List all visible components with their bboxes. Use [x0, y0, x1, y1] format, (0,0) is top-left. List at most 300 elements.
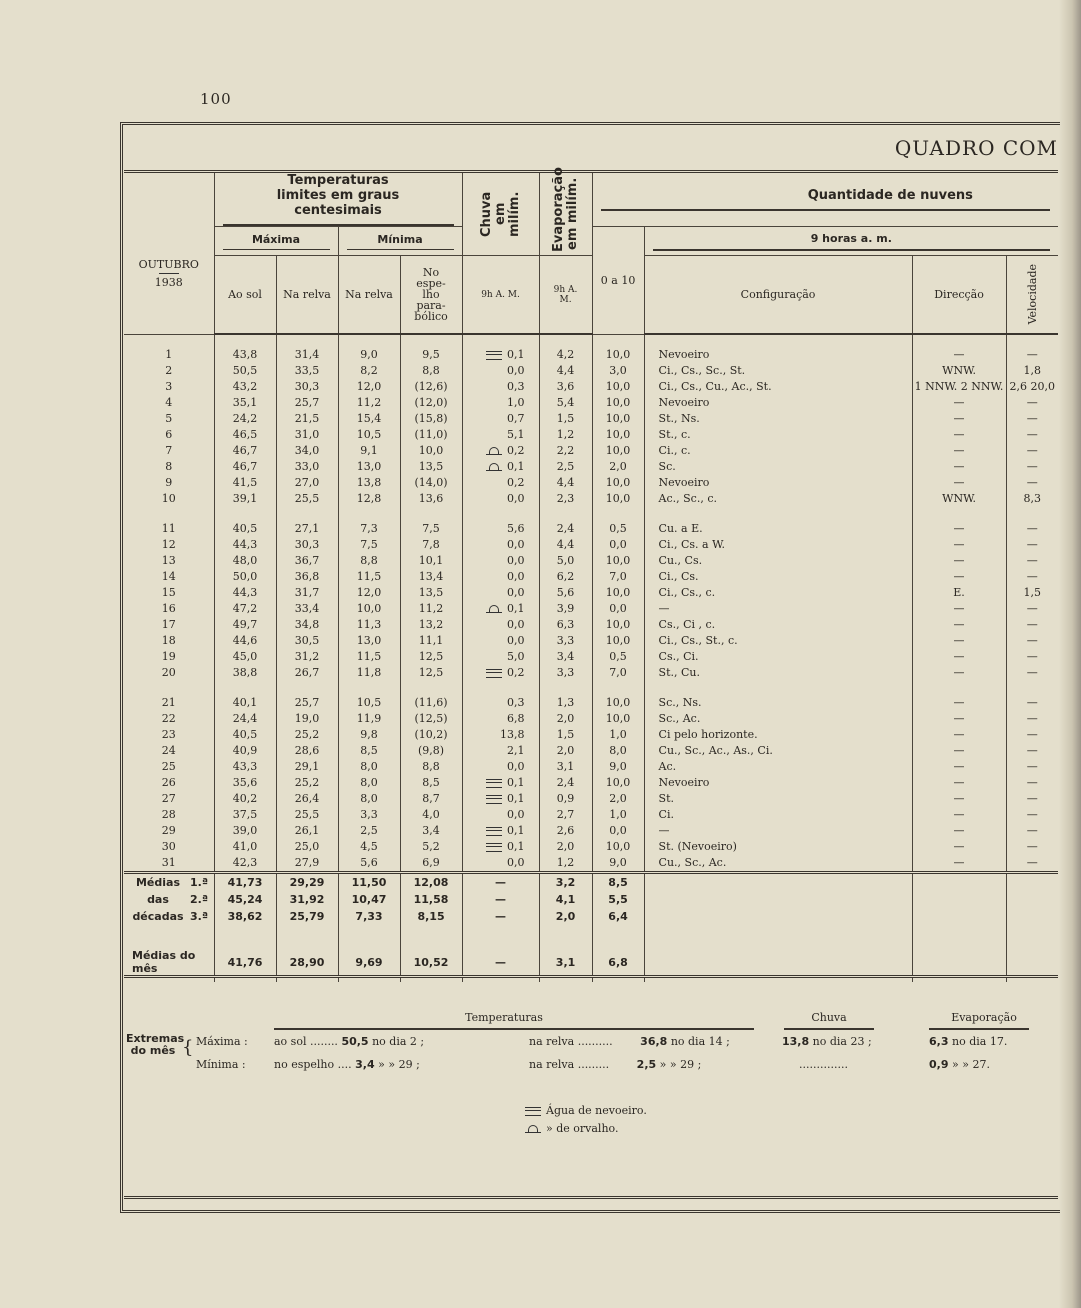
relva-max-cell: 25,7 — [276, 395, 338, 411]
col-na-relva-min — [338, 256, 400, 335]
table-row — [124, 379, 1058, 395]
espelho-cell: 13,4 — [400, 569, 462, 585]
decade-mean-rmax: 25,79 — [276, 908, 338, 925]
espelho-cell: (14,0) — [400, 475, 462, 491]
relva-max-cell: 34,8 — [276, 617, 338, 633]
nebulosity-cell: 10,0 — [592, 427, 644, 443]
direction-cell: — — [912, 553, 1006, 569]
table-row — [124, 727, 1058, 743]
ao-sol-cell: 46,7 — [214, 459, 276, 475]
relva-max-cell: 33,5 — [276, 363, 338, 379]
rain-cell — [462, 585, 539, 601]
rain-value: 0,0 — [507, 570, 525, 583]
direccao-label: Direcção — [934, 288, 984, 301]
table-row — [124, 569, 1058, 585]
velocidade-label: Velocidade — [1025, 264, 1039, 325]
decade-number: 2.ª — [190, 893, 209, 906]
ext-max-relva-val: 36,8 — [640, 1035, 668, 1048]
velocity-cell: — — [1026, 808, 1038, 821]
ao-sol-cell: 40,5 — [214, 521, 276, 537]
extremes-brace: { — [182, 1037, 194, 1058]
empty-cell — [912, 891, 1006, 908]
month-mean-rmax: 28,90 — [276, 949, 338, 977]
nebulosity-cell: 10,0 — [592, 347, 644, 363]
ao-sol-cell: 46,7 — [214, 443, 276, 459]
relva-min-cell: 11,8 — [338, 665, 400, 681]
ext-max-relva-day: no dia 14 ; — [670, 1035, 730, 1048]
table-row — [124, 601, 1058, 617]
direction-cell: — — [912, 711, 1006, 727]
evap-cell: 2,7 — [539, 807, 592, 823]
month-label: OUTUBRO — [138, 257, 199, 271]
table-row — [124, 665, 1058, 681]
ext-evap-max-day: no dia 17. — [952, 1035, 1008, 1048]
espelho-cell: 8,8 — [400, 759, 462, 775]
table-row — [124, 791, 1058, 807]
col-rain-hour — [462, 256, 539, 335]
empty-cell — [1006, 873, 1058, 892]
ext-min-esp — [274, 1058, 420, 1071]
table-row — [124, 649, 1058, 665]
empty-cell — [1006, 949, 1058, 977]
relva-min-cell: 8,2 — [338, 363, 400, 379]
nebulosity-cell: 10,0 — [592, 585, 644, 601]
velocity-cell: — — [1026, 570, 1038, 583]
configuration-cell: Ci., Cs. — [644, 569, 912, 585]
evap-cell: 5,0 — [539, 553, 592, 569]
nebulosity-cell: 10,0 — [592, 617, 644, 633]
weather-table — [124, 167, 1058, 982]
evap-cell: 4,4 — [539, 475, 592, 491]
empty-cell — [912, 949, 1006, 977]
espelho-cell: 8,5 — [400, 775, 462, 791]
day-cell: 25 — [124, 759, 214, 775]
configuration-cell: Cs., Ci. — [644, 649, 912, 665]
configuration-cell: Cu., Cs. — [644, 553, 912, 569]
espelho-cell: 11,1 — [400, 633, 462, 649]
direction-cell: — — [912, 475, 1006, 491]
velocity-cell: — — [1026, 476, 1038, 489]
ao-sol-cell: 35,6 — [214, 775, 276, 791]
decade-mean-sol: 41,73 — [214, 873, 276, 892]
month-mean-neb: 6,8 — [592, 949, 644, 977]
direction-cell: — — [912, 617, 1006, 633]
evap-cell: 1,5 — [539, 411, 592, 427]
espelho-cell: 7,5 — [400, 521, 462, 537]
direction-cell: — — [912, 665, 1006, 681]
evap-cell: 3,9 — [539, 601, 592, 617]
table-row — [124, 585, 1058, 601]
rain-value: 0,1 — [507, 776, 525, 789]
configuration-cell: St. — [644, 791, 912, 807]
day-cell: 2 — [124, 363, 214, 379]
table-row — [124, 537, 1058, 553]
day-cell: 9 — [124, 475, 214, 491]
rain-cell — [462, 633, 539, 649]
month-mean-label: Médias do mês — [124, 949, 214, 977]
relva-min-cell: 11,5 — [338, 649, 400, 665]
velocity-cell: — — [1026, 824, 1038, 837]
configuracao-label: Configuração — [740, 288, 816, 301]
direction-cell: — — [912, 855, 1006, 873]
espelho-cell: 9,5 — [400, 347, 462, 363]
spacer-row — [124, 681, 1058, 695]
nebulosity-cell: 2,0 — [592, 791, 644, 807]
decade-mean-rmax: 29,29 — [276, 873, 338, 892]
direction-cell: — — [912, 569, 1006, 585]
decade-mean-neb: 6,4 — [592, 908, 644, 925]
espelho-cell: 6,9 — [400, 855, 462, 873]
clouds-group-title: Quantidade de nuvens — [807, 188, 973, 203]
col-no-espelho — [400, 256, 462, 335]
evap-hour-label: 9h A. M. — [553, 284, 578, 305]
table-row — [124, 711, 1058, 727]
nebulosity-cell: 0,0 — [592, 823, 644, 839]
means-label-text: décadas — [132, 910, 184, 923]
relva-max-cell: 28,6 — [276, 743, 338, 759]
empty-cell — [1006, 908, 1058, 925]
spacer-row — [124, 977, 1058, 983]
decade-mean-rmin: 11,50 — [338, 873, 400, 892]
ext-evap-max-val: 6,3 — [929, 1035, 949, 1048]
ext-min-esp-label: no espelho .... — [274, 1058, 352, 1071]
evap-cell: 2,2 — [539, 443, 592, 459]
decade-mean-sol: 45,24 — [214, 891, 276, 908]
table-row — [124, 855, 1058, 873]
relva-min-cell: 8,0 — [338, 775, 400, 791]
empty-cell — [644, 891, 912, 908]
relva-max-cell: 27,1 — [276, 521, 338, 537]
minima-label: Mínima — [377, 232, 423, 246]
velocity-cell: — — [1026, 348, 1038, 361]
ext-minima-label: Mínima : — [196, 1058, 246, 1071]
nebulosity-cell: 10,0 — [592, 775, 644, 791]
hours-am-brace — [653, 249, 1051, 251]
table-row — [124, 695, 1058, 711]
day-cell: 23 — [124, 727, 214, 743]
decade-mean-rain: — — [462, 908, 539, 925]
direction-cell: — — [912, 633, 1006, 649]
relva-max-cell: 26,1 — [276, 823, 338, 839]
relva-min-cell: 3,3 — [338, 807, 400, 823]
direction-cell: — — [912, 521, 1006, 537]
nebulosity-cell: 1,0 — [592, 807, 644, 823]
table-row — [124, 743, 1058, 759]
ext-min-relva-label: na relva ......... — [529, 1058, 610, 1071]
rain-cell — [462, 411, 539, 427]
table-row — [124, 411, 1058, 427]
nebulosity-cell: 10,0 — [592, 711, 644, 727]
evap-cell: 2,0 — [539, 839, 592, 855]
rain-value: 6,8 — [507, 712, 525, 725]
nebulosity-cell: 9,0 — [592, 759, 644, 775]
ao-sol-cell: 47,2 — [214, 601, 276, 617]
table-row — [124, 443, 1058, 459]
ao-sol-cell: 49,7 — [214, 617, 276, 633]
maxima-label: Máxima — [251, 232, 301, 246]
nebulosity-cell: 9,0 — [592, 855, 644, 873]
decade-mean-neb: 5,5 — [592, 891, 644, 908]
evap-cell: 1,2 — [539, 855, 592, 873]
espelho-cell: 7,8 — [400, 537, 462, 553]
espelho-cell: 11,2 — [400, 601, 462, 617]
rain-value: 0,0 — [507, 586, 525, 599]
table-row — [124, 459, 1058, 475]
configuration-cell: Cu. a E. — [644, 521, 912, 537]
table-row — [124, 759, 1058, 775]
ext-max-sol — [274, 1035, 424, 1048]
rain-hour-label: 9h A. M. — [481, 289, 520, 300]
empty-cell — [912, 908, 1006, 925]
evap-cell: 5,6 — [539, 585, 592, 601]
hours-am-header — [644, 227, 1058, 256]
velocity-cell: — — [1026, 634, 1038, 647]
rain-cell — [462, 443, 539, 459]
na-relva-max-label: Na relva — [283, 288, 331, 301]
nebulosity-cell: 10,0 — [592, 633, 644, 649]
espelho-cell: 13,5 — [400, 585, 462, 601]
direction-cell: — — [912, 443, 1006, 459]
direction-cell: WNW. — [912, 491, 1006, 507]
velocity-cell: — — [1026, 538, 1038, 551]
col-velocidade — [1006, 256, 1058, 335]
ao-sol-label: Ao sol — [228, 288, 262, 301]
maxima-brace — [223, 249, 330, 250]
page-edge — [1059, 0, 1081, 1308]
configuration-cell: St., c. — [644, 427, 912, 443]
day-cell: 4 — [124, 395, 214, 411]
velocity-cell: — — [1026, 554, 1038, 567]
relva-min-cell: 11,3 — [338, 617, 400, 633]
col-evap-hour — [539, 256, 592, 335]
relva-min-cell: 2,5 — [338, 823, 400, 839]
relva-min-cell: 11,5 — [338, 569, 400, 585]
ao-sol-cell: 43,2 — [214, 379, 276, 395]
table-row — [124, 807, 1058, 823]
dew-water-icon — [525, 1125, 541, 1133]
direction-cell: — — [912, 695, 1006, 711]
evap-cell: 2,5 — [539, 459, 592, 475]
temps-group-title: Temperaturas limites em graus centesimais — [276, 173, 400, 218]
rain-cell — [462, 743, 539, 759]
ext-max-relva-label: na relva .......... — [529, 1035, 613, 1048]
rain-value: 0,0 — [507, 364, 525, 377]
nebulosity-cell: 10,0 — [592, 475, 644, 491]
relva-max-cell: 25,5 — [276, 491, 338, 507]
ao-sol-cell: 40,5 — [214, 727, 276, 743]
configuration-cell: Sc., Ac. — [644, 711, 912, 727]
col-ao-sol — [214, 256, 276, 335]
na-relva-min-label: Na relva — [345, 288, 393, 301]
velocity-cell: — — [1026, 792, 1038, 805]
relva-min-cell: 8,5 — [338, 743, 400, 759]
relva-min-cell: 7,5 — [338, 537, 400, 553]
ext-max-sol-day: no dia 2 ; — [372, 1035, 425, 1048]
relva-min-cell: 13,0 — [338, 459, 400, 475]
ao-sol-cell: 44,3 — [214, 537, 276, 553]
table-row — [124, 395, 1058, 411]
maxima-header — [214, 227, 338, 256]
direction-cell: — — [912, 427, 1006, 443]
ext-max-relva — [529, 1035, 730, 1048]
month-divider — [159, 273, 179, 274]
relva-max-cell: 30,3 — [276, 537, 338, 553]
ext-chuva-min: .............. — [799, 1058, 848, 1071]
espelho-cell: 10,1 — [400, 553, 462, 569]
nebulosity-cell: 10,0 — [592, 839, 644, 855]
espelho-cell: 8,8 — [400, 363, 462, 379]
evap-cell: 1,2 — [539, 427, 592, 443]
direction-cell: E. — [912, 585, 1006, 601]
ao-sol-cell: 41,0 — [214, 839, 276, 855]
relva-min-cell: 11,9 — [338, 711, 400, 727]
rain-cell — [462, 459, 539, 475]
nebulosity-cell: 10,0 — [592, 395, 644, 411]
ao-sol-cell: 46,5 — [214, 427, 276, 443]
decade-mean-rain: — — [462, 891, 539, 908]
minima-brace — [347, 249, 454, 250]
espelho-cell: 5,2 — [400, 839, 462, 855]
espelho-cell: 12,5 — [400, 665, 462, 681]
nebulosity-cell: 0,0 — [592, 601, 644, 617]
ao-sol-cell: 44,3 — [214, 585, 276, 601]
configuration-cell: Nevoeiro — [644, 775, 912, 791]
espelho-cell: (12,5) — [400, 711, 462, 727]
espelho-cell: 10,0 — [400, 443, 462, 459]
rain-value: 0,0 — [507, 554, 525, 567]
evap-cell: 3,3 — [539, 665, 592, 681]
legend-fog-text: Água de nevoeiro. — [546, 1104, 647, 1117]
rain-cell — [462, 649, 539, 665]
direction-cell: — — [912, 807, 1006, 823]
rain-value: 5,1 — [507, 428, 525, 441]
ext-evap-brace — [929, 1028, 1029, 1030]
evap-cell: 2,4 — [539, 775, 592, 791]
evap-cell: 5,4 — [539, 395, 592, 411]
relva-max-cell: 26,7 — [276, 665, 338, 681]
configuration-cell: Ci. — [644, 807, 912, 823]
month-mean-esp: 10,52 — [400, 949, 462, 977]
ao-sol-cell: 40,2 — [214, 791, 276, 807]
velocity-cell: — — [1026, 522, 1038, 535]
decade-mean-row — [124, 908, 1058, 925]
nebulosity-cell: 2,0 — [592, 459, 644, 475]
col-configuracao — [644, 256, 912, 335]
rain-value: 0,1 — [507, 824, 525, 837]
month-mean-row — [124, 949, 1058, 977]
rain-value: 0,7 — [507, 412, 525, 425]
relva-min-cell: 12,0 — [338, 585, 400, 601]
evap-header — [539, 167, 592, 256]
ext-chuva-val: 13,8 — [782, 1035, 810, 1048]
evap-cell: 0,9 — [539, 791, 592, 807]
evap-cell: 4,4 — [539, 363, 592, 379]
fog-water-icon — [486, 351, 502, 360]
day-cell: 16 — [124, 601, 214, 617]
day-cell: 22 — [124, 711, 214, 727]
configuration-cell: Ac. — [644, 759, 912, 775]
year-label: 1938 — [154, 275, 183, 289]
velocity-cell: — — [1026, 744, 1038, 757]
minima-header — [338, 227, 462, 256]
rain-value: 0,2 — [507, 666, 525, 679]
ao-sol-cell: 48,0 — [214, 553, 276, 569]
direction-cell: — — [912, 459, 1006, 475]
configuration-cell: St., Cu. — [644, 665, 912, 681]
relva-max-cell: 25,2 — [276, 775, 338, 791]
relva-max-cell: 30,5 — [276, 633, 338, 649]
relva-max-cell: 25,0 — [276, 839, 338, 855]
rain-value: 0,1 — [507, 792, 525, 805]
decade-mean-rmin: 10,47 — [338, 891, 400, 908]
evap-cell: 4,4 — [539, 537, 592, 553]
ext-min-esp-val: 3,4 — [355, 1058, 375, 1071]
decade-mean-evap: 2,0 — [539, 908, 592, 925]
relva-max-cell: 21,5 — [276, 411, 338, 427]
espelho-cell: (11,0) — [400, 427, 462, 443]
spacer-row — [124, 334, 1058, 347]
evap-cell: 3,3 — [539, 633, 592, 649]
table-row — [124, 491, 1058, 507]
decade-number: 3.ª — [190, 910, 209, 923]
ext-chuva-header: Chuva — [811, 1011, 847, 1024]
velocity-cell: — — [1026, 666, 1038, 679]
empty-cell — [1006, 891, 1058, 908]
velocity-cell: — — [1026, 428, 1038, 441]
relva-max-cell: 30,3 — [276, 379, 338, 395]
ext-chuva — [782, 1035, 872, 1048]
ext-min-relva — [529, 1058, 701, 1071]
day-cell: 17 — [124, 617, 214, 633]
fog-water-icon — [486, 843, 502, 852]
relva-max-cell: 19,0 — [276, 711, 338, 727]
velocity-cell: — — [1026, 460, 1038, 473]
direction-cell: — — [912, 601, 1006, 617]
configuration-cell: Ci., Cs., St., c. — [644, 633, 912, 649]
relva-max-cell: 26,4 — [276, 791, 338, 807]
empty-cell — [644, 949, 912, 977]
relva-max-cell: 31,0 — [276, 427, 338, 443]
rain-value: 0,0 — [507, 618, 525, 631]
day-cell: 14 — [124, 569, 214, 585]
day-cell: 10 — [124, 491, 214, 507]
velocity-cell: — — [1026, 602, 1038, 615]
decade-mean-label — [124, 891, 214, 908]
relva-max-cell: 25,5 — [276, 807, 338, 823]
day-cell: 29 — [124, 823, 214, 839]
evap-cell: 2,0 — [539, 711, 592, 727]
ext-evap-header: Evaporação — [951, 1011, 1017, 1024]
velocity-cell: — — [1026, 396, 1038, 409]
direction-cell: — — [912, 347, 1006, 363]
rain-cell — [462, 617, 539, 633]
espelho-cell: 3,4 — [400, 823, 462, 839]
direction-cell: — — [912, 775, 1006, 791]
nebulosity-cell: 3,0 — [592, 363, 644, 379]
nebulosity-cell: 1,0 — [592, 727, 644, 743]
rain-cell — [462, 727, 539, 743]
ext-chuva-day: no dia 23 ; — [812, 1035, 872, 1048]
rain-value: 1,0 — [507, 396, 525, 409]
rain-value: 0,0 — [507, 808, 525, 821]
ao-sol-cell: 35,1 — [214, 395, 276, 411]
relva-max-cell: 31,4 — [276, 347, 338, 363]
nebulosity-cell: 7,0 — [592, 665, 644, 681]
espelho-cell: (10,2) — [400, 727, 462, 743]
day-cell: 18 — [124, 633, 214, 649]
rain-value: 0,3 — [507, 380, 525, 393]
decade-mean-rmin: 7,33 — [338, 908, 400, 925]
